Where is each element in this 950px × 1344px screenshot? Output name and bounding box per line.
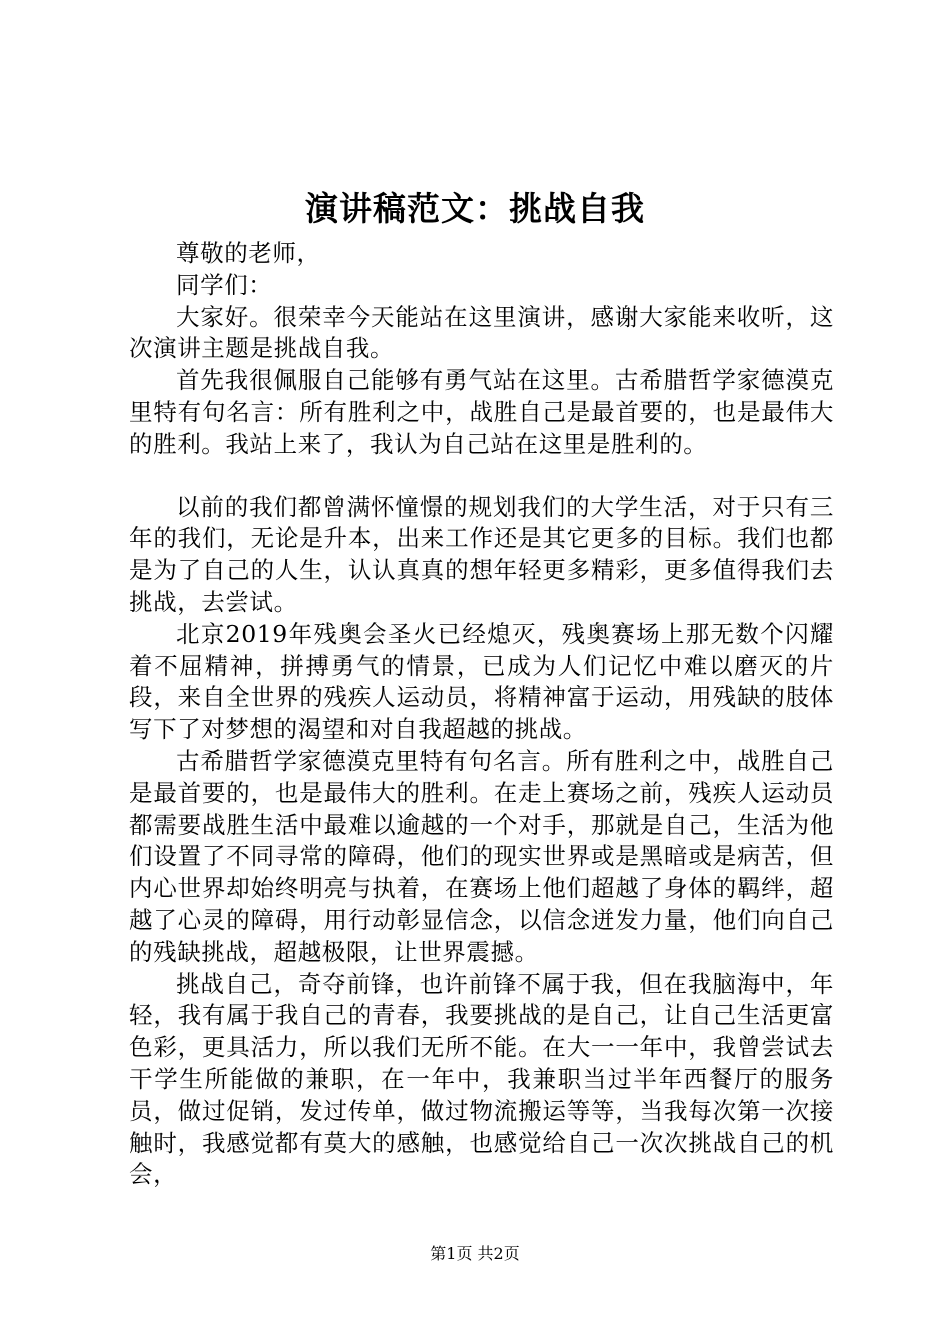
paragraph: 挑战自己，奇夺前锋，也许前锋不属于我，但在我脑海中，年轻，我有属于我自己的青春，我要挑战的是自己，让自己生活更富色彩，更具活力，所以我们无所不能。在大一一年中，我曾尝试去干学生所能做的兼职，在一年中，我兼职当过半年西餐厅的服务员，做过促销，发过传单，做过物流搬运等等，当我每次第一次接触时，我感觉都有莫大的感触，也感觉给自己一次次挑战自己的机会， [129, 969, 834, 1189]
paragraph: 大家好。很荣幸今天能站在这里演讲，感谢大家能来收听，这次演讲主题是挑战自我。 [129, 302, 834, 363]
paragraph: 北京2019年残奥会圣火已经熄灭，残奥赛场上那无数个闪耀着不屈精神，拼搏勇气的情景，已成为人们记忆中难以磨灭的片段，来自全世界的残疾人运动员，将精神富于运动，用残缺的肢体写下了对梦想的渴望和对自我超越的挑战。 [129, 619, 834, 744]
document-body [129, 238, 834, 1191]
page-footer: 第1页 共2页 [430, 1244, 520, 1263]
paragraph: 以前的我们都曾满怀憧憬的规划我们的大学生活，对于只有三年的我们，无论是升本，出来工作还是其它更多的目标。我们也都是为了自己的人生，认认真真的想年轻更多精彩，更多值得我们去挑战，去尝试。 [129, 492, 834, 616]
greeting-line: 尊敬的老师， [176, 239, 321, 267]
paragraph: 首先我很佩服自己能够有勇气站在这里。古希腊哲学家德漠克里特有句名言：所有胜利之中，战胜自己是最首要的，也是最伟大的胜利。我站上来了，我认为自己站在这里是胜利的。 [129, 366, 834, 458]
paragraph: 古希腊哲学家德漠克里特有句名言。所有胜利之中，战胜自己是最首要的，也是最伟大的胜利。在走上赛场之前，残疾人运动员都需要战胜生活中最难以逾越的一个对手，那就是自己，生活为他们设置了不同寻常的障碍，他们的现实世界或是黑暗或是病苦，但内心世界却始终明亮与执着，在赛场上他们超越了身体的羁绊，超越了心灵的障碍，用行动彰显信念，以信念迸发力量，他们向自己的残缺挑战，超越极限，让世界震撼。 [129, 746, 834, 966]
document-title: 演讲稿范文：挑战自我 [305, 189, 645, 228]
greeting-line: 同学们： [176, 270, 273, 299]
